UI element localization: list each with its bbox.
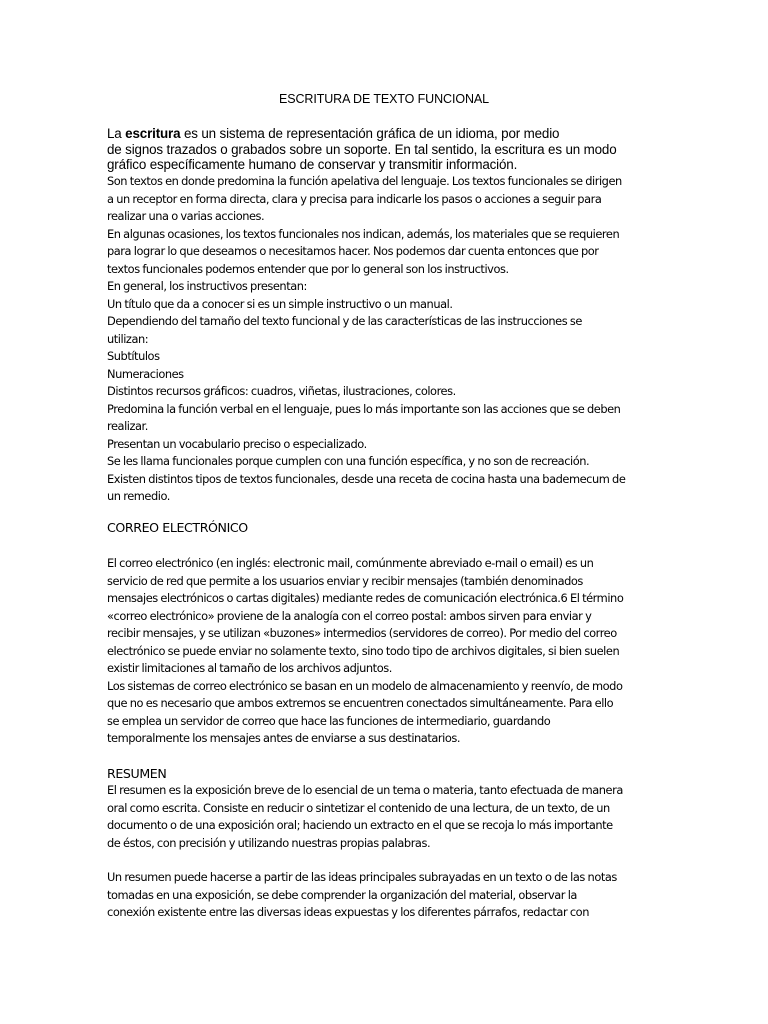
paragraph-line: «correo electrónico» proviene de la analogía con el correo postal: ambos sirven para enviar y (107, 608, 592, 623)
paragraph-line: tomadas en una exposición, se debe comprender la organización del material, observar la (107, 887, 577, 902)
intro-bold-word: escritura (125, 126, 181, 141)
section-resumen-continued (107, 869, 667, 922)
intro-line-3: gráfico específicamente humano de conservar y transmitir información. (107, 157, 518, 172)
paragraph-line: se emplea un servidor de correo que hace las funciones de intermediario, guardando (107, 713, 551, 728)
paragraph-line: documento o de una exposición oral; haciendo un extracto en el que se recoja lo más importante (107, 818, 613, 832)
paragraph-line: Se les llama funcionales porque cumplen con una función específica, y no son de recreación. (107, 454, 590, 468)
paragraph-line: a un receptor en forma directa, clara y precisa para indicarle los pasos o acciones a seguir para (107, 191, 602, 206)
paragraph-line: recibir mensajes, y se utilizan «buzones» intermedios (servidores de correo). Por medio del correo (107, 626, 617, 640)
heading-correo-electronico: CORREO ELECTRÓNICO (107, 520, 248, 535)
section-resumen (107, 782, 667, 852)
paragraph-line: Presentan un vocabulario preciso o especializado. (107, 436, 367, 451)
paragraph-line: En algunas ocasiones, los textos funcionales nos indican, además, los materiales que se requieren (107, 226, 620, 241)
intro-rest: es un sistema de representación gráfica de un idioma, por medio (180, 126, 560, 141)
paragraph-line: textos funcionales podemos entender que por lo general son los instructivos. (107, 261, 509, 276)
paragraph-line: Existen distintos tipos de textos funcionales, desde una receta de cocina hasta una bademecum de (107, 471, 626, 486)
paragraph-line: oral como escrita. Consiste en reducir o sintetizar el contenido de una lectura, de un texto, de un (107, 800, 610, 815)
paragraph-line: Son textos en donde predomina la función apelativa del lenguaje. Los textos funcionales se dirigen (107, 174, 622, 188)
paragraph-line: Distintos recursos gráficos: cuadros, viñetas, ilustraciones, colores. (107, 384, 456, 398)
paragraph-line: Un título que da a conocer si es un simple instructivo o un manual. (107, 296, 453, 311)
intro-paragraph (107, 126, 667, 173)
paragraph-line: Un resumen puede hacerse a partir de las ideas principales subrayadas en un texto o de las notas (107, 870, 617, 884)
intro-line-1 (107, 126, 667, 142)
paragraph-line: realizar una o varias acciones. (107, 209, 265, 223)
paragraph-line: conexión existente entre las diversas ideas expuestas y los diferentes párrafos, redactar con (107, 905, 589, 919)
paragraph-line: realizar. (107, 419, 148, 433)
section-correo-electronico (107, 555, 667, 748)
paragraph-line: un remedio. (107, 489, 170, 503)
intro-line-2: de signos trazados o grabados sobre un soporte. En tal sentido, la escritura es un modo (107, 141, 617, 157)
paragraph-line: servicio de red que permite a los usuarios enviar y recibir mensajes (también denominados (107, 573, 583, 588)
paragraph-line: Los sistemas de correo electrónico se basan en un modelo de almacenamiento y reenvío, de modo (107, 678, 623, 693)
section-textos-funcionales (107, 173, 667, 506)
paragraph-line: temporalmente los mensajes antes de enviarse a sus destinatarios. (107, 731, 460, 745)
paragraph-line: El resumen es la exposición breve de lo esencial de un tema o materia, tanto efectuada de manera (107, 783, 623, 797)
intro-prefix: La (107, 126, 126, 141)
paragraph-line: utilizan: (107, 331, 149, 346)
paragraph-line: Numeraciones (107, 366, 184, 381)
paragraph-line: Predomina la función verbal en el lenguaje, pues lo más importante son las acciones que se deben (107, 401, 621, 416)
paragraph-line: para lograr lo que deseamos o necesitamos hacer. Nos podemos dar cuenta entonces que por (107, 244, 599, 258)
paragraph-line: Subtítulos (107, 349, 160, 363)
paragraph-line: Dependiendo del tamaño del texto funcional y de las características de las instrucciones se (107, 314, 582, 328)
paragraph-line: de éstos, con precisión y utilizando nuestras propias palabras. (107, 835, 431, 850)
paragraph-line: que no es necesario que ambos extremos se encuentren conectados simultáneamente. Para ello (107, 696, 614, 710)
heading-resumen: RESUMEN (107, 766, 167, 781)
paragraph-line: En general, los instructivos presentan: (107, 279, 307, 293)
paragraph-line: existir limitaciones al tamaño de los archivos adjuntos. (107, 661, 392, 675)
document-title: ESCRITURA DE TEXTO FUNCIONAL (279, 92, 489, 106)
paragraph-line: mensajes electrónicos o cartas digitales) mediante redes de comunicación electrónica.6 El término (107, 591, 624, 605)
paragraph-line: electrónico se puede enviar no solamente texto, sino todo tipo de archivos digitales, si bien suelen (107, 643, 620, 658)
paragraph-line: El correo electrónico (en inglés: electronic mail, comúnmente abreviado e-mail o email) es un (107, 556, 594, 570)
